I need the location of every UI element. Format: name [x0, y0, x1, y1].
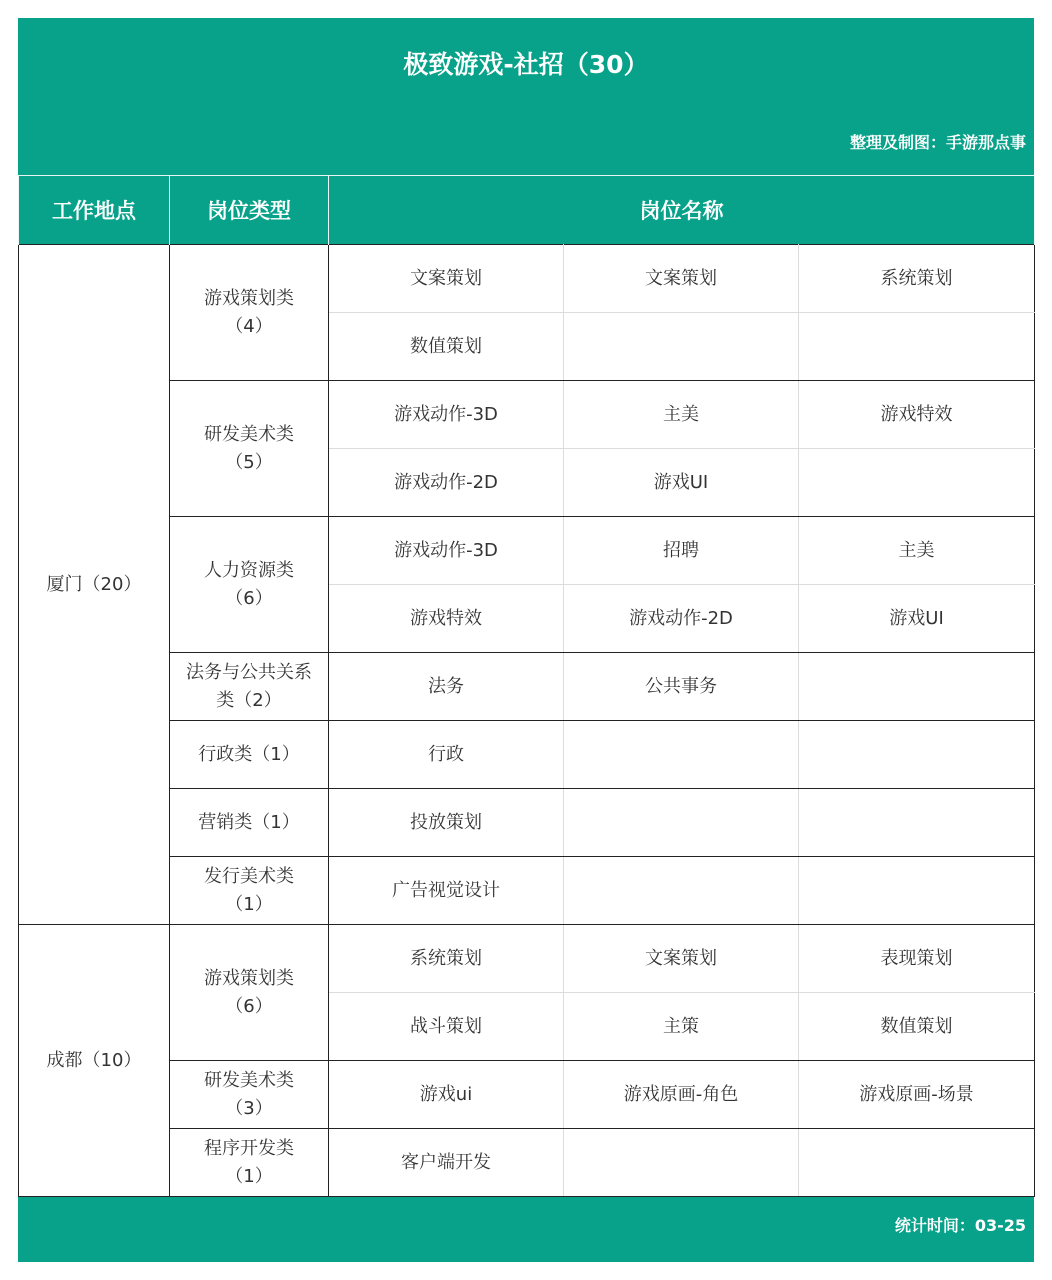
location-cell: 成都（10） [19, 925, 170, 1197]
category-count: （6） [225, 587, 273, 609]
category-cell [170, 653, 329, 721]
category-cell [170, 381, 329, 517]
category-cell [170, 721, 329, 789]
category-count: （6） [225, 995, 273, 1017]
category-count: 类（2） [216, 689, 282, 711]
category-cell [170, 1061, 329, 1129]
position-cell: 行政 [329, 721, 564, 789]
position-cell [799, 789, 1035, 857]
position-cell [799, 653, 1035, 721]
category-count: （5） [225, 451, 273, 473]
category-count: （3） [225, 1097, 273, 1119]
table-header-row [19, 176, 1035, 245]
position-cell: 表现策划 [799, 925, 1035, 993]
category-name: 法务与公共关系 [186, 661, 312, 683]
job-table-wrapper [18, 175, 1034, 1197]
position-cell: 游戏动作-2D [564, 585, 799, 653]
position-cell: 文案策划 [564, 925, 799, 993]
table-row [19, 517, 1035, 585]
position-cell: 投放策划 [329, 789, 564, 857]
table-row [19, 1061, 1035, 1129]
position-cell [564, 721, 799, 789]
position-cell: 文案策划 [329, 245, 564, 313]
category-name: 营销类（1） [198, 811, 300, 833]
position-cell: 广告视觉设计 [329, 857, 564, 925]
position-cell [799, 449, 1035, 517]
recruitment-sheet [18, 18, 1034, 1262]
category-name: 发行美术类 [204, 865, 294, 887]
position-cell: 招聘 [564, 517, 799, 585]
position-cell: 系统策划 [799, 245, 1035, 313]
stat-time: 统计时间：03-25 [894, 1216, 1026, 1235]
position-cell: 游戏原画-角色 [564, 1061, 799, 1129]
position-cell: 系统策划 [329, 925, 564, 993]
position-cell: 主美 [799, 517, 1035, 585]
position-cell: 数值策划 [329, 313, 564, 381]
table-row [19, 653, 1035, 721]
position-cell: 战斗策划 [329, 993, 564, 1061]
category-name: 研发美术类 [204, 423, 294, 445]
category-cell [170, 925, 329, 1061]
position-cell [564, 1129, 799, 1197]
credit-text: 整理及制图：手游那点事 [849, 133, 1026, 152]
position-cell [564, 857, 799, 925]
table-row [19, 245, 1035, 313]
table-body [19, 245, 1035, 1197]
header-position: 岗位名称 [329, 176, 1035, 245]
category-name: 游戏策划类 [204, 287, 294, 309]
position-cell: 游戏动作-2D [329, 449, 564, 517]
position-cell [799, 313, 1035, 381]
position-cell: 游戏特效 [799, 381, 1035, 449]
table-row [19, 925, 1035, 993]
category-count: （4） [225, 315, 273, 337]
position-cell: 数值策划 [799, 993, 1035, 1061]
category-name: 游戏策划类 [204, 967, 294, 989]
table-row [19, 857, 1035, 925]
position-cell: 游戏UI [799, 585, 1035, 653]
location-cell: 厦门（20） [19, 245, 170, 925]
category-count: （1） [225, 893, 273, 915]
position-cell [799, 721, 1035, 789]
position-cell: 公共事务 [564, 653, 799, 721]
table-row [19, 721, 1035, 789]
category-cell [170, 789, 329, 857]
job-table [18, 175, 1035, 1197]
table-row [19, 789, 1035, 857]
position-cell: 游戏UI [564, 449, 799, 517]
position-cell: 游戏动作-3D [329, 517, 564, 585]
position-cell [564, 313, 799, 381]
position-cell [564, 789, 799, 857]
position-cell: 主美 [564, 381, 799, 449]
position-cell: 客户端开发 [329, 1129, 564, 1197]
category-name: 行政类（1） [198, 743, 300, 765]
position-cell [799, 1129, 1035, 1197]
category-name: 人力资源类 [204, 559, 294, 581]
position-cell: 游戏动作-3D [329, 381, 564, 449]
page-title: 极致游戏-社招（30） [403, 50, 649, 79]
category-cell [170, 517, 329, 653]
category-cell [170, 245, 329, 381]
position-cell: 游戏原画-场景 [799, 1061, 1035, 1129]
position-cell: 游戏特效 [329, 585, 564, 653]
category-cell [170, 857, 329, 925]
position-cell: 游戏ui [329, 1061, 564, 1129]
position-cell [799, 857, 1035, 925]
table-row [19, 1129, 1035, 1197]
position-cell: 法务 [329, 653, 564, 721]
category-count: （1） [225, 1165, 273, 1187]
category-cell [170, 1129, 329, 1197]
header-location: 工作地点 [19, 176, 170, 245]
position-cell: 文案策划 [564, 245, 799, 313]
category-name: 程序开发类 [204, 1137, 294, 1159]
position-cell: 主策 [564, 993, 799, 1061]
category-name: 研发美术类 [204, 1069, 294, 1091]
table-row [19, 381, 1035, 449]
header-category: 岗位类型 [170, 176, 329, 245]
